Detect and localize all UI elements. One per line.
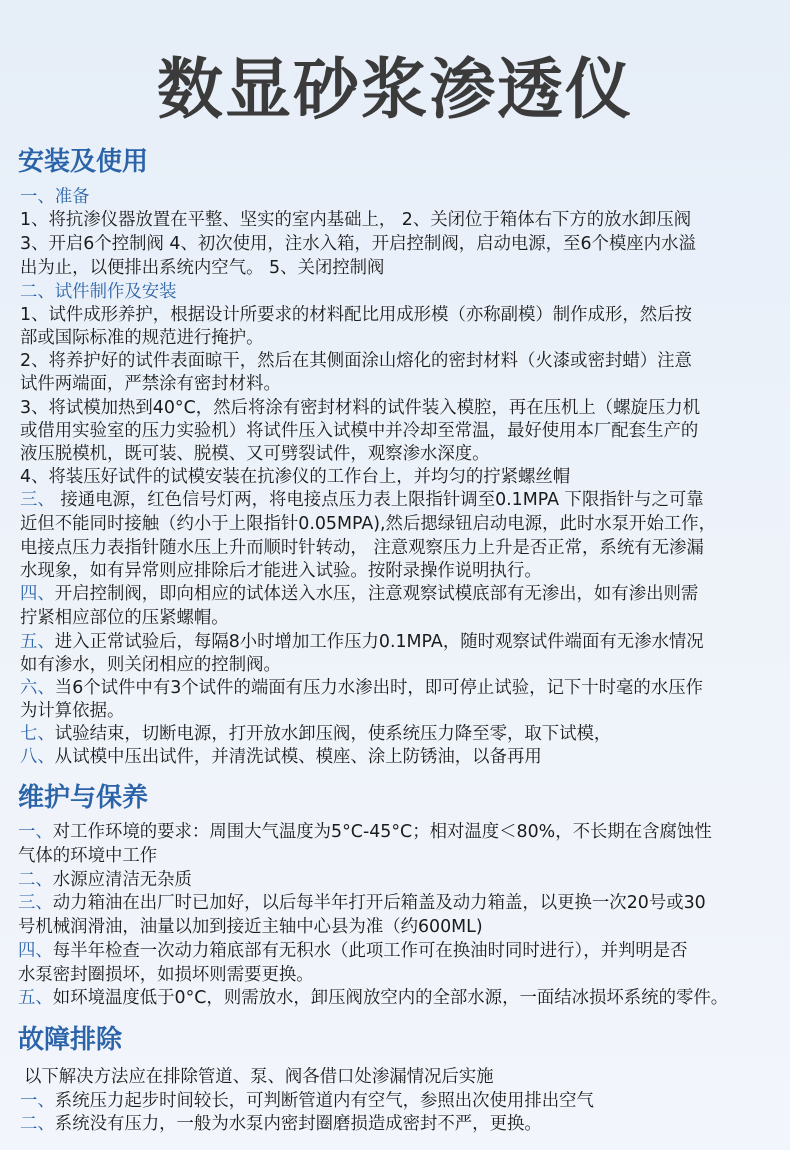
item-prefix: 六、 (20, 678, 55, 698)
text-line: 1、试件成形养护，根据设计所要求的材料配比用成形模（亦称副模）制作成形，然后按 (20, 305, 692, 325)
text-line (20, 677, 790, 700)
item-prefix: 三、 (20, 490, 55, 510)
section-heading-troubleshooting: 故障排除 (18, 1025, 123, 1055)
item-text: 进入正常试验后，每隔8小时增加工作压力0.1MPA，随时观察试件端面有无渗水情况 (54, 632, 704, 652)
item-prefix: 一、 (18, 822, 53, 842)
text-line (20, 746, 790, 769)
text-line (20, 1113, 790, 1136)
item-text: 当6个试件中有3个试件的端面有压力水渗出时，即可停止试验，记下十时毫的水压作 (54, 678, 703, 698)
subheading-preparation: 一、准备 (20, 187, 90, 207)
text-line: 水现象，如有异常则应排除后才能进入试验。按附录操作说明执行。 (20, 561, 542, 581)
text-line (18, 821, 790, 844)
item-prefix: 三、 (18, 893, 53, 913)
item-prefix: 五、 (18, 988, 53, 1008)
page-title: 数显砂浆渗透仪 (157, 51, 633, 128)
text-line: 为计算依据。 (20, 701, 125, 721)
text-line: 号机械润滑油，油量以加到接近主轴中心县为准（约600ML) (18, 917, 483, 937)
text-line (18, 892, 790, 915)
text-line: 如有渗水，则关闭相应的控制阀。 (20, 655, 281, 675)
subheading-specimen: 二、试件制作及安装 (20, 282, 177, 302)
text-line: 3、开启6个控制阀 4、初次使用，注水入箱，开启控制阀，启动电源，至6个模座内水溢 (20, 234, 696, 254)
item-prefix: 八、 (20, 747, 55, 767)
text-line (20, 489, 790, 512)
section-heading-installation: 安装及使用 (18, 147, 149, 177)
text-line (20, 583, 790, 606)
item-text: 对工作环境的要求：周围大气温度为5°C-45°C；相对温度＜80%，不长期在含腐蚀性 (52, 822, 712, 842)
item-prefix: 七、 (20, 724, 55, 744)
item-prefix: 五、 (20, 632, 55, 652)
text-line: 近但不能同时接触（约小于上限指针0.05MPA),然后揌绿钮启动电源，此时水泵开始工作， (20, 514, 716, 534)
text-line: 部或国际标准的规范进行掩护。 (20, 328, 264, 348)
text-line: 电接点压力表指针随水压上升而顺时针转动， 注意观察压力上升是否正常，系统有无渗漏 (20, 538, 704, 558)
item-text: 每半年检查一次动力箱底部有无积水（此项工作可在换油时同时进行），并判明是否 (52, 941, 688, 961)
text-line (18, 869, 790, 892)
item-text: 动力箱油在出厂时已加好，以后每半年打开后箱盖及动力箱盖，以更换一次20号或30 (52, 893, 706, 913)
text-line: 拧紧相应部位的压紧螺帽。 (20, 608, 229, 628)
text-line: 3、将试模加热到40°C，然后将涂有密封材料的试件装入模腔，再在压机上（螺旋压力机 (20, 398, 701, 418)
text-line: 水泵密封圈损坏，如损坏则需要更换。 (18, 965, 314, 985)
text-line: 或借用实验室的压力实验机）将试件压入试模中并冷却至常温，最好使用本厂配套生产的 (20, 421, 699, 441)
item-prefix: 一、 (20, 1091, 55, 1111)
item-text: 水源应清洁无杂质 (52, 870, 192, 890)
text-line: 出为止，以便排出系统内空气。 5、关闭控制阀 (20, 258, 385, 278)
item-text: 系统压力起步时间较长，可判断管道内有空气，参照出次使用排出空气 (54, 1091, 594, 1111)
item-text: 接通电源，红色信号灯两，将电接点压力表上限指针调至0.1MPA 下限指针与之可靠 (54, 490, 704, 510)
item-text: 系统没有压力，一般为水泵内密封圈磨损造成密封不严，更换。 (54, 1114, 542, 1134)
text-line: 试件两端面，严禁涂有密封材料。 (20, 374, 281, 394)
text-line: 1、将抗渗仪器放置在平整、坚实的室内基础上， 2、关闭位于箱体右下方的放水卸压阀 (20, 210, 692, 230)
item-text: 从试模中压出试件，并清洗试模、模座、涂上防锈油，以备再用 (54, 747, 542, 767)
item-text: 开启控制阀，即向相应的试体送入水压，注意观察试模底部有无渗出，如有渗出则需 (54, 584, 699, 604)
text-line (20, 631, 790, 654)
text-line: 气体的环境中工作 (18, 846, 158, 866)
text-line: 以下解决方法应在排除管道、泵、阀各借口处渗漏情况后实施 (24, 1067, 494, 1087)
text-line: 液压脱模机，既可装、脱模、又可劈裂试件，观察渗水深度。 (20, 444, 490, 464)
item-prefix: 四、 (20, 584, 55, 604)
text-line (20, 1090, 790, 1113)
item-prefix: 二、 (20, 1114, 55, 1134)
section-heading-maintenance: 维护与保养 (18, 783, 149, 813)
item-text: 试验结束，切断电源，打开放水卸压阀，使系统压力降至零，取下试模， (54, 724, 612, 744)
text-line (20, 723, 790, 746)
item-text: 如环境温度低于0°C，则需放水，卸压阀放空内的全部水源，一面结冰损坏系统的零件。 (52, 988, 729, 1008)
text-line (18, 987, 790, 1010)
text-line (18, 940, 790, 963)
item-prefix: 二、 (18, 870, 53, 890)
item-prefix: 四、 (18, 941, 53, 961)
text-line: 4、将装压好试件的试模安装在抗渗仪的工作台上，并均匀的拧紧螺丝帽 (20, 467, 571, 487)
text-line: 2、将养护好的试件表面晾干，然后在其侧面涂山熔化的密封材料（火漆或密封蜡）注意 (20, 351, 692, 371)
